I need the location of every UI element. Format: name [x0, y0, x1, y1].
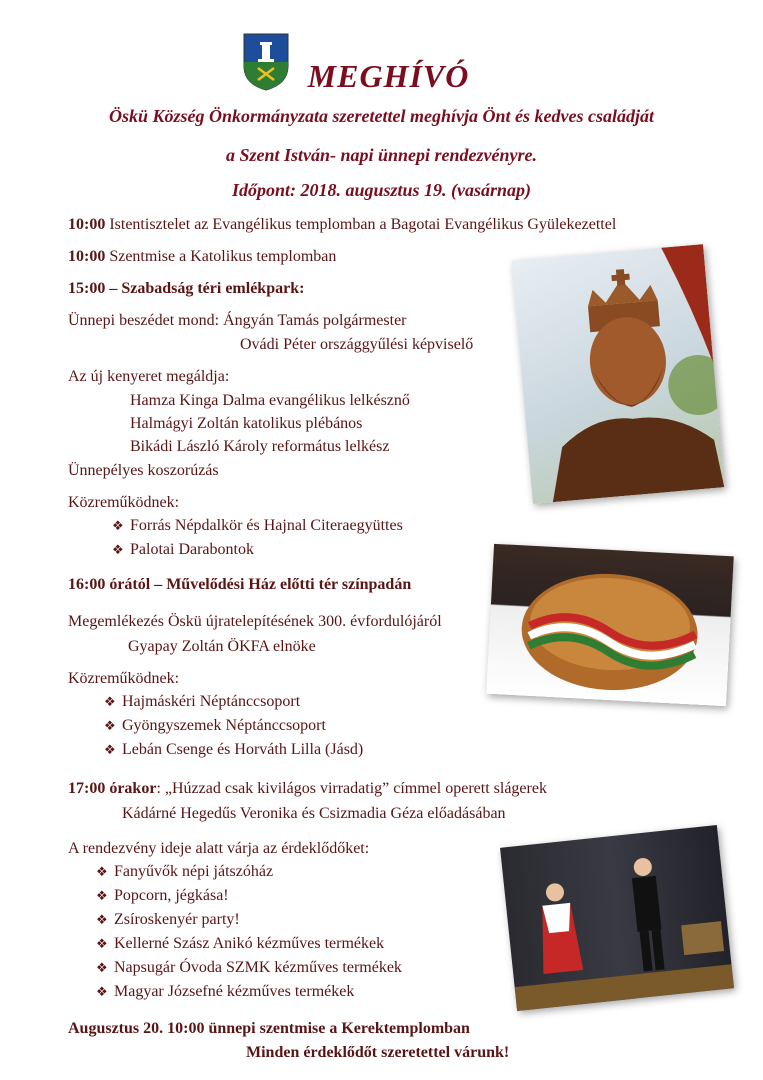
event-5-performers: Kádárné Hegedűs Veronika és Csizmadia Géza előadásában [122, 805, 506, 822]
bread-blessing-label: Az új kenyeret megáldja: [68, 368, 230, 385]
invitation-line-2: a Szent István- napi ünnepi rendezvényre. [225, 145, 538, 165]
contributor-item: ❖ Lebán Csenge és Horváth Lilla (Jásd) [104, 741, 364, 758]
event-4-heading: 16:00 órától – Művelődési Ház előtti tér színpadán [68, 576, 412, 593]
statue-photo [512, 244, 725, 504]
memorial-line: Megemlékezés Öskü újratelepítésének 300. évfordulójáról [68, 613, 442, 630]
bullet-icon: ❖ [104, 742, 116, 757]
bullet-icon: ❖ [104, 694, 116, 709]
bullet-icon: ❖ [96, 960, 108, 975]
waiting-label: A rendezvény ideje alatt várja az érdeklődőket: [68, 840, 370, 857]
wreath-laying: Ünnepélyes koszorúzás [68, 462, 219, 479]
memorial-speaker: Gyapay Zoltán ÖKFA elnöke [128, 638, 316, 655]
event-1-time: 10:00 [68, 216, 106, 233]
bread-blessing-2: Halmágyi Zoltán katolikus plébános [130, 415, 363, 432]
attraction-item: ❖ Napsugár Óvoda SZMK kézműves termékek [96, 959, 402, 976]
bullet-icon: ❖ [104, 718, 116, 733]
bread-blessing-3: Bikádi László Károly református lelkész [130, 438, 390, 455]
performers-photo [500, 825, 734, 1011]
bullet-icon: ❖ [112, 518, 124, 533]
invitation-line-1: Öskü Község Önkormányzata szeretettel meghívja Önt és kedves családját [109, 106, 654, 126]
contributors-label-2: Közreműködnek: [68, 670, 180, 687]
attraction-item: ❖ Magyar Józsefné kézműves termékek [96, 983, 355, 1000]
attraction-item: ❖ Kellerné Szász Anikó kézműves termékek [96, 935, 385, 952]
closing-line: Minden érdeklődőt szeretettel várunk! [246, 1044, 510, 1061]
contributors-label-1: Közreműködnek: [68, 494, 180, 511]
event-1 [68, 216, 616, 234]
attraction-item: ❖ Fanyűvők népi játszóház [96, 863, 274, 880]
attraction-item: ❖ Zsíroskenyér party! [96, 911, 240, 928]
event-2-text: Szentmise a Katolikus templomban [105, 248, 337, 265]
event-2 [68, 248, 336, 266]
contributor-item: ❖ Gyöngyszemek Néptánccsoport [104, 717, 326, 734]
event-1-text: Istentisztelet az Evangélikus templomban a Bagotai Evangélikus Gyülekezettel [105, 216, 617, 233]
bullet-icon: ❖ [96, 936, 108, 951]
bullet-icon: ❖ [96, 864, 108, 879]
bullet-icon: ❖ [96, 888, 108, 903]
august-20-mass: Augusztus 20. 10:00 ünnepi szentmise a Kerektemplomban [68, 1020, 470, 1037]
bullet-icon: ❖ [96, 984, 108, 999]
contributor-item: ❖ Palotai Darabontok [112, 541, 254, 558]
contributor-item: ❖ Hajmáskéri Néptánccsoport [104, 693, 301, 710]
invitation-title: MEGHÍVÓ [307, 58, 470, 94]
speech-line-1: Ünnepi beszédet mond: Ángyán Tamás polgármester [68, 312, 407, 329]
speech-line-2: Ovádi Péter országgyűlési képviselő [240, 336, 474, 353]
event-5 [68, 780, 547, 798]
bullet-icon: ❖ [112, 542, 124, 557]
contributor-item: ❖ Forrás Népdalkör és Hajnal Citeraegyüttes [112, 517, 403, 534]
bread-photo [486, 544, 734, 706]
event-5-time: 17:00 órakor [68, 780, 157, 797]
bullet-icon: ❖ [96, 912, 108, 927]
event-date: Időpont: 2018. augusztus 19. (vasárnap) [231, 180, 532, 200]
event-3-heading: 15:00 – Szabadság téri emlékpark: [68, 280, 305, 297]
attraction-item: ❖ Popcorn, jégkása! [96, 887, 229, 904]
event-2-time: 10:00 [68, 248, 106, 265]
event-5-text: : „Húzzad csak kivilágos virradatig” címmel operett slágerek [156, 780, 547, 797]
bread-blessing-1: Hamza Kinga Dalma evangélikus lelkésznő [130, 392, 410, 409]
